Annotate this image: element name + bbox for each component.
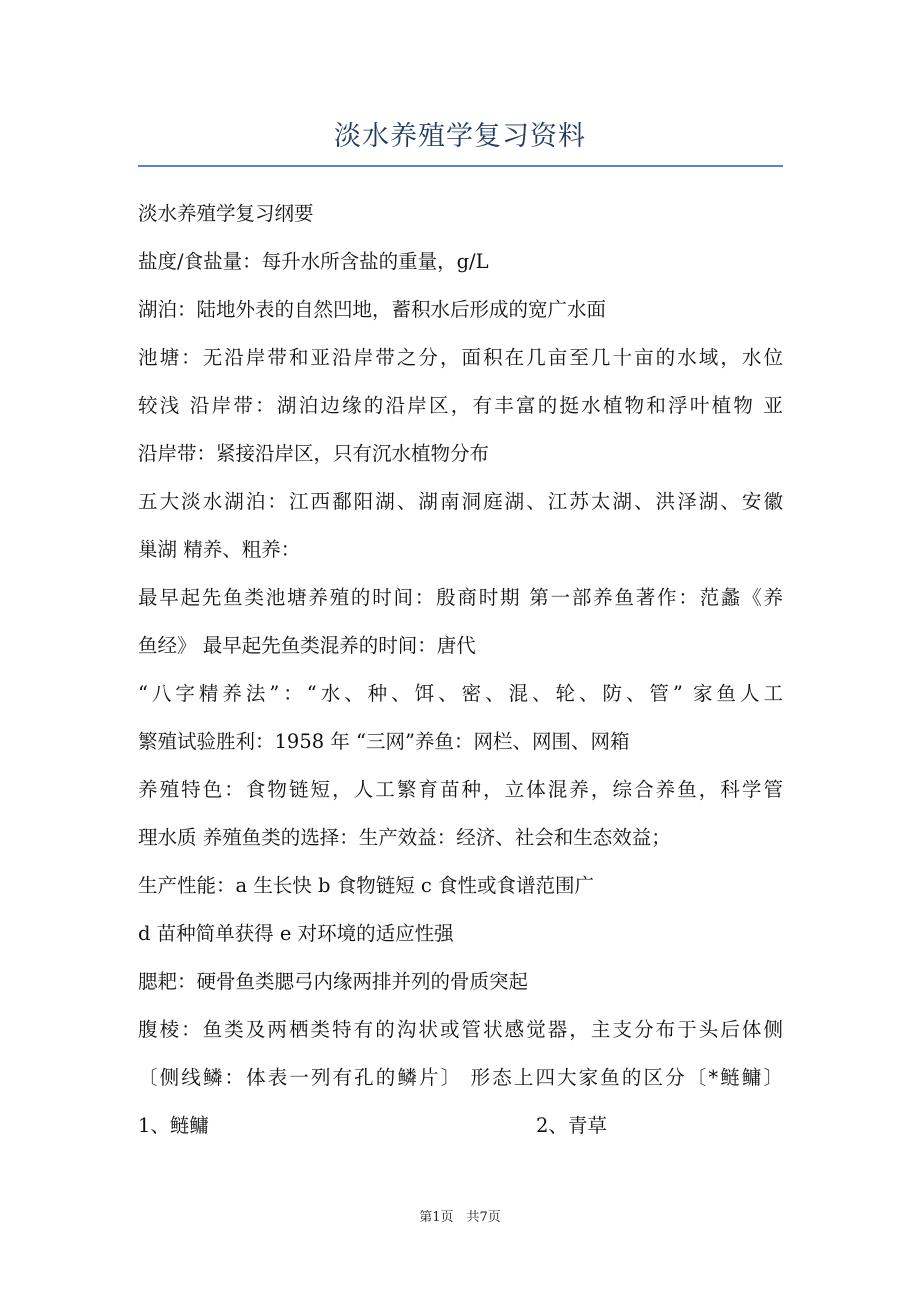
text-line: 生产性能：a 生长快 b 食物链短 c 食性或食谱范围广 xyxy=(138,874,595,897)
text-line: 盐度/食盐量：每升水所含盐的重量，g/L xyxy=(138,250,489,273)
document-title: 淡水养殖学复习资料 xyxy=(334,121,586,152)
text-line: 湖泊：陆地外表的自然凹地，蓄积水后形成的宽广水面 xyxy=(138,298,607,321)
text-line: 繁殖试验胜利：1958 年 “三网”养鱼：网栏、网围、网箱 xyxy=(138,730,630,753)
text-line: 巢湖 精养、粗养： xyxy=(138,538,301,561)
list-item-2: 2、青草 xyxy=(536,1114,607,1137)
text-line: 五大淡水湖泊：江西鄱阳湖、湖南洞庭湖、江苏太湖、洪泽湖、安徽 xyxy=(138,490,783,513)
document-body xyxy=(138,198,783,1158)
text-line: “八字精养法”：“水、种、饵、密、混、轮、防、管” 家鱼人工 xyxy=(138,682,783,705)
text-line: 沿岸带：紧接沿岸区，只有沉水植物分布 xyxy=(138,442,490,465)
text-line-two-column xyxy=(138,1110,783,1158)
text-line: 鱼经》 最早起先鱼类混养的时间：唐代 xyxy=(138,634,476,657)
page-number-footer: 第1页 共7页 xyxy=(419,1210,501,1225)
text-line: 养殖特色：食物链短，人工繁育苗种，立体混养，综合养鱼，科学管 xyxy=(138,778,783,801)
text-line: 淡水养殖学复习纲要 xyxy=(138,202,314,225)
text-line: 较浅 沿岸带：湖泊边缘的沿岸区，有丰富的挺水植物和浮叶植物 亚 xyxy=(138,394,783,417)
text-line: 腹棱：鱼类及两栖类特有的沟状或管状感觉器，主支分布于头后体侧 xyxy=(138,1018,783,1041)
text-line: 最早起先鱼类池塘养殖的时间：殷商时期 第一部养鱼著作：范蠡《养 xyxy=(138,586,783,609)
list-item-1: 1、鲢鳙 xyxy=(138,1114,209,1137)
title-divider xyxy=(138,165,783,167)
text-line: 理水质 养殖鱼类的选择：生产效益：经济、社会和生态效益； xyxy=(138,826,671,849)
text-line: 池塘：无沿岸带和亚沿岸带之分，面积在几亩至几十亩的水域，水位 xyxy=(138,346,783,369)
text-line: 〔侧线鳞：体表一列有孔的鳞片〕 形态上四大家鱼的区分〔*鲢鳙〕 xyxy=(138,1066,783,1089)
text-line: 腮耙：硬骨鱼类腮弓内缘两排并列的骨质突起 xyxy=(138,970,529,993)
text-line: d 苗种简单获得 e 对环境的适应性强 xyxy=(138,922,454,945)
